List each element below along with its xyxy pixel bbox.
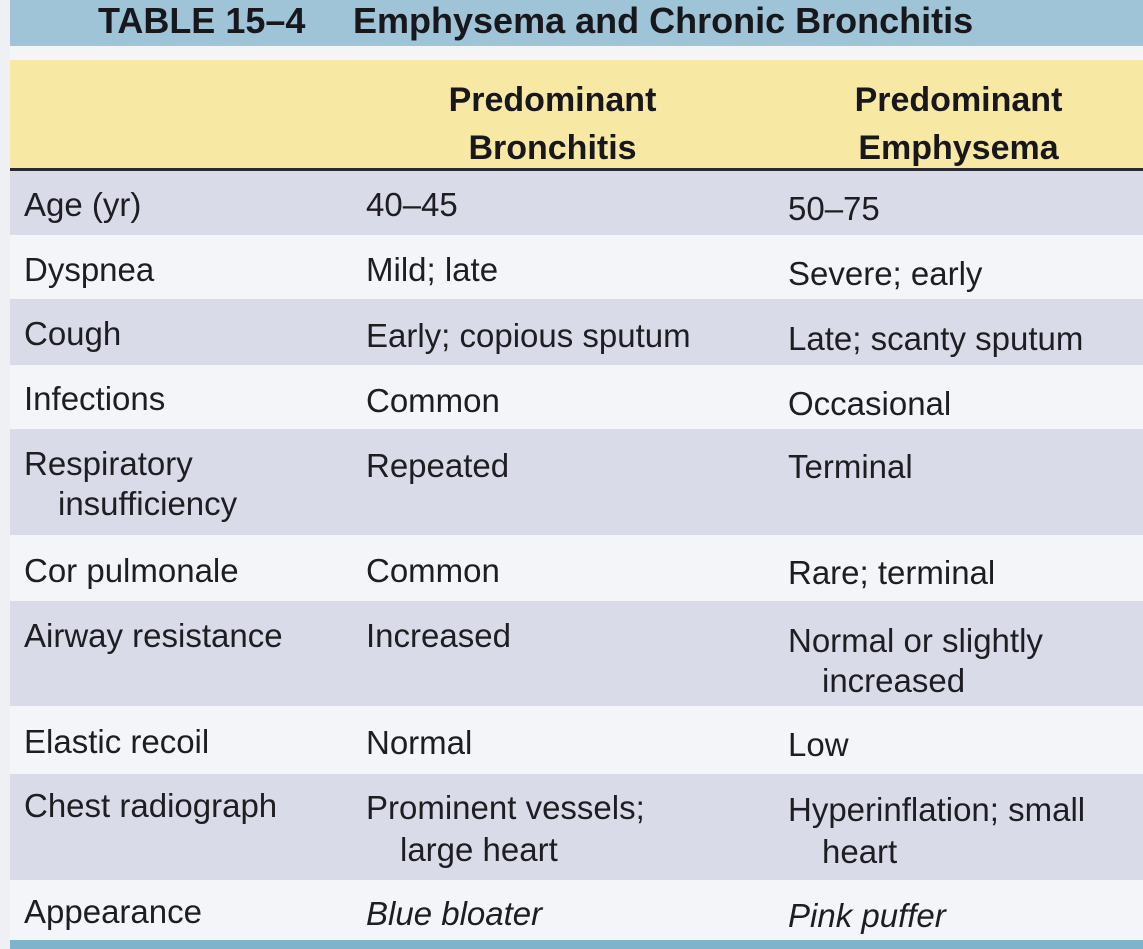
- cell-feature: Dyspnea: [24, 251, 155, 288]
- table-row: [10, 535, 1143, 601]
- cell-emphysema: Occasional: [788, 385, 952, 422]
- cell-emphysema: Late; scanty sputum: [788, 320, 1084, 357]
- table-row: [10, 429, 1143, 535]
- cell-bronchitis: Blue bloater: [366, 895, 543, 932]
- cell-emphysema: Rare; terminal: [788, 554, 996, 591]
- cell-feature: Elastic recoil: [24, 723, 210, 760]
- cell-emphysema: Pink puffer: [788, 897, 946, 934]
- cell-bronchitis: 40–45: [366, 186, 458, 223]
- column-header-emphysema: Predominant Emphysema: [854, 81, 1063, 167]
- cell-bronchitis-line1: Prominent vessels;: [366, 789, 645, 826]
- cell-feature: Appearance: [24, 893, 202, 930]
- cell-emphysema: 50–75: [788, 190, 880, 227]
- cell-feature-line2: insufficiency: [58, 485, 238, 522]
- page-margin: [0, 0, 10, 949]
- table-caption: Emphysema and Chronic Bronchitis: [353, 0, 974, 41]
- cell-bronchitis: Repeated: [366, 447, 510, 484]
- table-row: [10, 706, 1143, 774]
- cell-bronchitis: Common: [366, 382, 500, 419]
- cell-bronchitis: Mild; late: [366, 251, 499, 288]
- table-title: [98, 0, 973, 44]
- cell-emphysema-line1: Normal or slightly: [788, 622, 1043, 659]
- column-header-bronchitis: Predominant Bronchitis: [448, 81, 657, 167]
- cell-emphysema: Low: [788, 726, 849, 763]
- table-row: [10, 365, 1143, 429]
- cell-bronchitis: Normal: [366, 724, 473, 761]
- table-row: [10, 774, 1143, 880]
- table-row: [10, 299, 1143, 365]
- table-title-bar: [10, 0, 1143, 46]
- table-row: [10, 601, 1143, 706]
- cell-feature: Cough: [24, 315, 122, 352]
- cell-feature: Airway resistance: [24, 617, 283, 654]
- cell-emphysema: Severe; early: [788, 255, 983, 292]
- cell-feature: Cor pulmonale: [24, 552, 239, 589]
- cell-emphysema: Terminal: [788, 448, 913, 485]
- cell-emphysema-line1: Hyperinflation; small: [788, 791, 1086, 828]
- cell-emphysema-line2: heart: [822, 833, 898, 870]
- table-row: [10, 171, 1143, 235]
- table-row: [10, 235, 1143, 299]
- cell-bronchitis: Increased: [366, 617, 511, 654]
- cell-feature: Chest radiograph: [24, 787, 278, 824]
- cell-bronchitis-line2: large heart: [400, 831, 558, 868]
- cell-emphysema-line2: increased: [822, 662, 966, 699]
- table-bottom-border: [10, 940, 1143, 949]
- cell-feature-line1: Respiratory: [24, 445, 193, 482]
- table-row: [10, 880, 1143, 940]
- cell-feature: Age (yr): [24, 186, 142, 223]
- table-number: TABLE 15–4: [98, 0, 306, 41]
- cell-bronchitis: Early; copious sputum: [366, 317, 691, 354]
- cell-feature: Infections: [24, 380, 166, 417]
- cell-bronchitis: Common: [366, 552, 500, 589]
